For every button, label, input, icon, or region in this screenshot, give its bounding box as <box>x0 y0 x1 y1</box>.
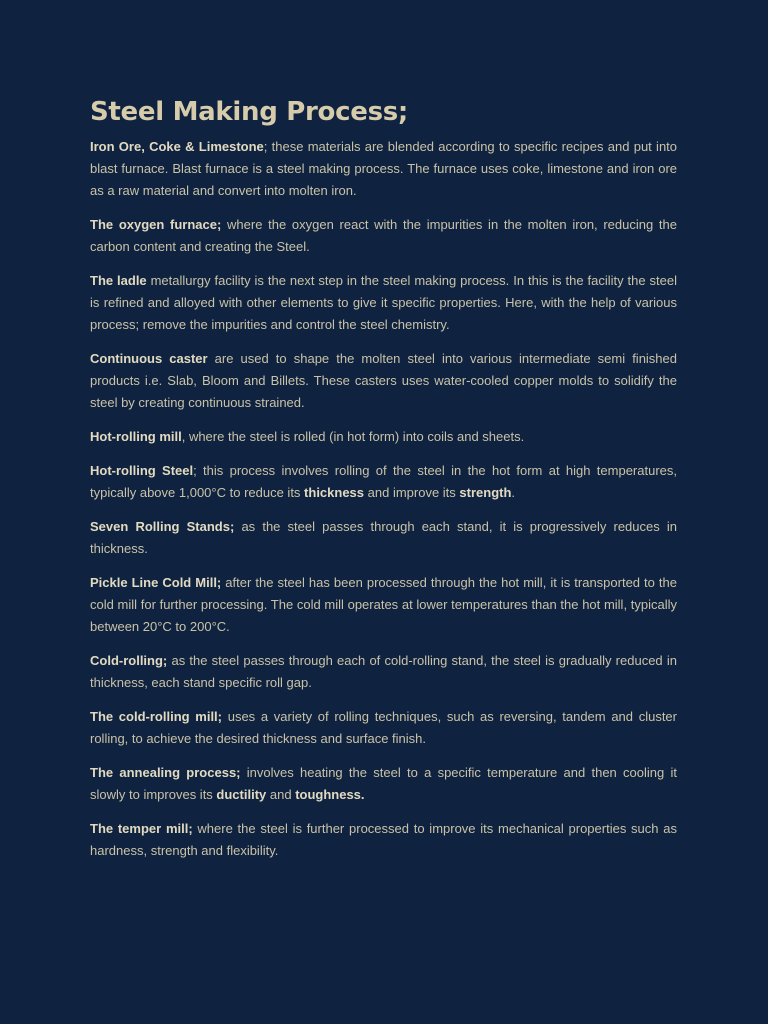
paragraph <box>90 572 677 638</box>
paragraph-text: ; this process involves rolling of the steel in the hot form at high temperatures, typically above 1,000°C to reduce its <box>90 463 677 500</box>
paragraph <box>90 426 677 448</box>
paragraph-text: ; these materials are blended according to specific recipes and put into blast furnace. Blast furnace is a steel making process. The furnace uses coke, limestone and iron ore as a raw material and convert into molten iron. <box>90 139 678 198</box>
paragraph-text: after the steel has been processed through the hot mill, it is transported to the cold mill for further processing. The cold mill operates at lower temperatures than the hot mill, typically between 20°C to 200°C. <box>90 575 678 634</box>
paragraph-text: as the steel passes through each stand, it is progressively reduces in thickness. <box>90 519 678 556</box>
bold-term: Iron Ore, Coke & Limestone <box>90 139 264 154</box>
document-body <box>90 136 677 862</box>
paragraph <box>90 214 677 258</box>
paragraph <box>90 136 677 202</box>
paragraph <box>90 348 677 414</box>
paragraph-text: uses a variety of rolling techniques, such as reversing, tandem and cluster rolling, to achieve the desired thickness and surface finish. <box>90 709 677 746</box>
paragraph <box>90 818 677 862</box>
bold-term: Hot-rolling mill <box>90 429 182 444</box>
paragraph <box>90 516 677 560</box>
bold-term: The cold-rolling mill; <box>90 709 223 724</box>
bold-term: Seven Rolling Stands; <box>90 519 235 534</box>
paragraph-text: are used to shape the molten steel into various intermediate semi finished products i.e. Slab, Bloom and Billets. These casters uses water-cooled copper molds to solidify the steel by creating continuous strained. <box>90 351 677 410</box>
bold-term: The oxygen furnace; <box>90 217 222 232</box>
bold-term: The temper mill; <box>90 821 193 836</box>
paragraph-text: and <box>266 787 296 802</box>
paragraph-text: where the oxygen react with the impurities in the molten iron, reducing the carbon content and creating the Steel. <box>90 217 677 254</box>
bold-term: The annealing process; <box>90 765 241 780</box>
paragraph-text: where the steel is further processed to improve its mechanical properties such as hardness, strength and flexibility. <box>90 821 677 858</box>
bold-term: thickness <box>304 485 365 500</box>
page-title: Steel Making Process; <box>90 97 409 127</box>
bold-term: Cold-rolling; <box>90 653 168 668</box>
paragraph-text: , where the steel is rolled (in hot form) into coils and sheets. <box>181 429 525 444</box>
bold-term: toughness. <box>295 787 365 802</box>
paragraph <box>90 460 677 504</box>
paragraph-text: and improve its <box>364 485 460 500</box>
paragraph <box>90 270 677 336</box>
paragraph <box>90 762 677 806</box>
paragraph <box>90 706 677 750</box>
bold-term: ductility <box>216 787 267 802</box>
bold-term: The ladle <box>90 273 147 288</box>
bold-term: Pickle Line Cold Mill; <box>90 575 222 590</box>
paragraph-text: as the steel passes through each of cold-rolling stand, the steel is gradually reduced in thickness, each stand specific roll gap. <box>90 653 677 690</box>
paragraph-text: metallurgy facility is the next step in the steel making process. In this is the facility the steel is refined and alloyed with other elements to give it specific properties. Here, with the help of various process; remove the impurities and control the steel chemistry. <box>90 273 677 332</box>
paragraph-text: involves heating the steel to a specific temperature and then cooling it slowly to improves its <box>90 765 677 802</box>
bold-term: strength <box>459 485 512 500</box>
paragraph <box>90 650 677 694</box>
paragraph-text: . <box>511 485 516 500</box>
bold-term: Hot-rolling Steel <box>90 463 194 478</box>
bold-term: Continuous caster <box>90 351 208 366</box>
